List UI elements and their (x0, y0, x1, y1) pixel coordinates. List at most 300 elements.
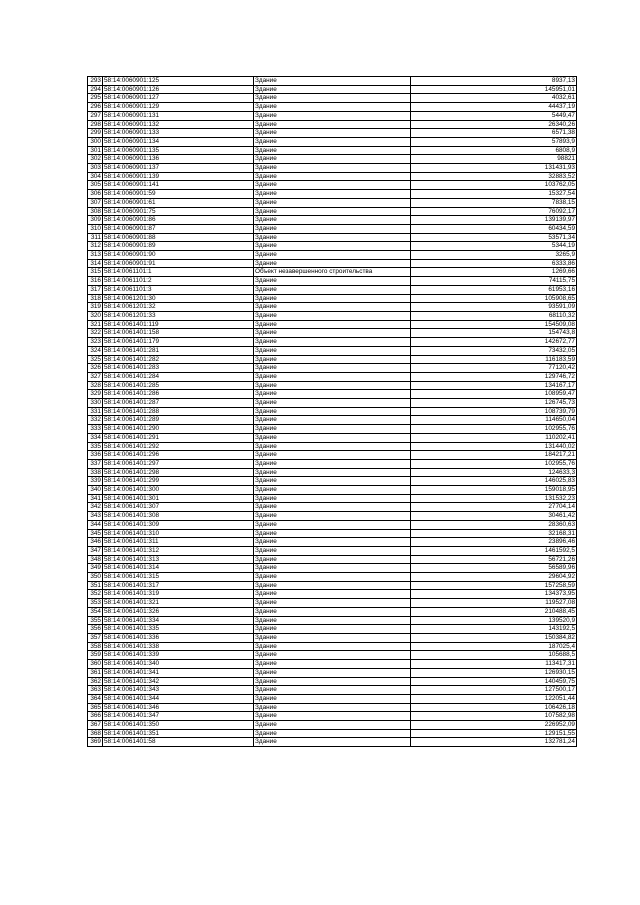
value-cell: 56721,26 (411, 555, 577, 564)
object-type-cell: Здание (254, 277, 411, 286)
value-cell: 27704,14 (411, 503, 577, 512)
object-type-cell: Здание (254, 538, 411, 547)
value-cell: 122051,44 (411, 694, 577, 703)
object-type-cell: Здание (254, 425, 411, 434)
object-type-cell: Здание (254, 251, 411, 260)
table-row (88, 599, 577, 608)
value-cell: 74115,75 (411, 277, 577, 286)
value-cell: 110202,41 (411, 433, 577, 442)
cadastral-number-cell: 58:14:0060901:125 (103, 77, 254, 86)
table-row (88, 251, 577, 260)
object-type-cell: Здание (254, 146, 411, 155)
table-row (88, 451, 577, 460)
object-type-cell: Здание (254, 442, 411, 451)
cadastral-number-cell: 58:14:0060901:137 (103, 164, 254, 173)
table-row (88, 738, 577, 747)
cadastral-number-cell: 58:14:0060901:59 (103, 190, 254, 199)
value-cell: 28360,63 (411, 520, 577, 529)
value-cell: 157258,59 (411, 581, 577, 590)
object-type-cell: Здание (254, 503, 411, 512)
object-type-cell: Здание (254, 625, 411, 634)
value-cell: 113417,31 (411, 660, 577, 669)
cadastral-number-cell: 58:14:0060901:141 (103, 181, 254, 190)
table-row (88, 538, 577, 547)
cadastral-number-cell: 58:14:0060901:129 (103, 103, 254, 112)
value-cell: 126930,15 (411, 668, 577, 677)
object-type-cell: Здание (254, 459, 411, 468)
object-type-cell: Здание (254, 294, 411, 303)
table-row (88, 607, 577, 616)
table-row (88, 303, 577, 312)
cadastral-number-cell: 58:14:0061401:312 (103, 546, 254, 555)
cadastral-number-cell: 58:14:0061101:2 (103, 277, 254, 286)
table-row (88, 120, 577, 129)
value-cell: 131440,02 (411, 442, 577, 451)
table-row (88, 329, 577, 338)
value-cell: 68110,32 (411, 311, 577, 320)
object-type-cell: Здание (254, 303, 411, 312)
row-number-cell: 365 (88, 703, 103, 712)
object-type-cell: Здание (254, 338, 411, 347)
row-number-cell: 336 (88, 451, 103, 460)
row-number-cell: 307 (88, 198, 103, 207)
object-type-cell: Здание (254, 668, 411, 677)
table-row (88, 703, 577, 712)
table-row (88, 712, 577, 721)
table-row (88, 294, 577, 303)
value-cell: 1461592,5 (411, 546, 577, 555)
cadastral-number-cell: 58:14:0060901:127 (103, 94, 254, 103)
value-cell: 56589,96 (411, 564, 577, 573)
table-row (88, 433, 577, 442)
object-type-cell: Здание (254, 738, 411, 747)
cadastral-number-cell: 58:14:0061401:308 (103, 512, 254, 521)
value-cell: 159018,95 (411, 486, 577, 495)
cadastral-number-cell: 58:14:0061401:299 (103, 477, 254, 486)
value-cell: 129746,72 (411, 372, 577, 381)
table-row (88, 355, 577, 364)
row-number-cell: 322 (88, 329, 103, 338)
row-number-cell: 327 (88, 372, 103, 381)
registry-table-body (88, 77, 577, 747)
cadastral-number-cell: 58:14:0061401:350 (103, 721, 254, 730)
row-number-cell: 368 (88, 729, 103, 738)
row-number-cell: 303 (88, 164, 103, 173)
row-number-cell: 304 (88, 172, 103, 181)
object-type-cell: Здание (254, 564, 411, 573)
value-cell: 127500,17 (411, 686, 577, 695)
table-row (88, 390, 577, 399)
value-cell: 132781,24 (411, 738, 577, 747)
object-type-cell: Здание (254, 512, 411, 521)
row-number-cell: 321 (88, 320, 103, 329)
cadastral-number-cell: 58:14:0060901:126 (103, 85, 254, 94)
object-type-cell: Здание (254, 660, 411, 669)
value-cell: 76092,17 (411, 207, 577, 216)
value-cell: 226952,09 (411, 721, 577, 730)
cadastral-number-cell: 58:14:0061401:309 (103, 520, 254, 529)
object-type-cell: Здание (254, 190, 411, 199)
cadastral-number-cell: 58:14:0061401:281 (103, 346, 254, 355)
table-row (88, 77, 577, 86)
table-row (88, 564, 577, 573)
row-number-cell: 360 (88, 660, 103, 669)
object-type-cell: Здание (254, 529, 411, 538)
table-row (88, 103, 577, 112)
cadastral-number-cell: 58:14:0061401:340 (103, 660, 254, 669)
cadastral-number-cell: 58:14:0061101:1 (103, 268, 254, 277)
value-cell: 103762,05 (411, 181, 577, 190)
cadastral-number-cell: 58:14:0061401:158 (103, 329, 254, 338)
cadastral-number-cell: 58:14:0061401:313 (103, 555, 254, 564)
value-cell: 61953,16 (411, 285, 577, 294)
cadastral-number-cell: 58:14:0060901:90 (103, 251, 254, 260)
row-number-cell: 364 (88, 694, 103, 703)
table-row (88, 721, 577, 730)
row-number-cell: 351 (88, 581, 103, 590)
row-number-cell: 350 (88, 573, 103, 582)
table-row (88, 233, 577, 242)
value-cell: 6333,86 (411, 259, 577, 268)
table-row (88, 346, 577, 355)
table-row (88, 677, 577, 686)
table-row (88, 590, 577, 599)
cadastral-registry-table (87, 76, 577, 747)
object-type-cell: Здание (254, 129, 411, 138)
table-row (88, 399, 577, 408)
row-number-cell: 311 (88, 233, 103, 242)
object-type-cell: Здание (254, 599, 411, 608)
cadastral-number-cell: 58:14:0061401:283 (103, 364, 254, 373)
row-number-cell: 302 (88, 155, 103, 164)
object-type-cell: Здание (254, 311, 411, 320)
table-row (88, 190, 577, 199)
value-cell: 1269,66 (411, 268, 577, 277)
value-cell: 77120,42 (411, 364, 577, 373)
row-number-cell: 325 (88, 355, 103, 364)
object-type-cell: Здание (254, 712, 411, 721)
value-cell: 154509,08 (411, 320, 577, 329)
cadastral-number-cell: 58:14:0061401:338 (103, 642, 254, 651)
table-row (88, 259, 577, 268)
object-type-cell: Здание (254, 494, 411, 503)
row-number-cell: 345 (88, 529, 103, 538)
value-cell: 102955,76 (411, 459, 577, 468)
cadastral-number-cell: 58:14:0061401:342 (103, 677, 254, 686)
object-type-cell: Здание (254, 390, 411, 399)
cadastral-number-cell: 58:14:0061401:301 (103, 494, 254, 503)
cadastral-number-cell: 58:14:0061401:326 (103, 607, 254, 616)
cadastral-number-cell: 58:14:0061401:282 (103, 355, 254, 364)
row-number-cell: 337 (88, 459, 103, 468)
table-row (88, 320, 577, 329)
cadastral-number-cell: 58:14:0061401:344 (103, 694, 254, 703)
row-number-cell: 331 (88, 407, 103, 416)
table-row (88, 207, 577, 216)
cadastral-number-cell: 58:14:0061101:3 (103, 285, 254, 294)
cadastral-number-cell: 58:14:0061401:311 (103, 538, 254, 547)
cadastral-number-cell: 58:14:0060901:136 (103, 155, 254, 164)
value-cell: 8937,13 (411, 77, 577, 86)
cadastral-number-cell: 58:14:0061401:351 (103, 729, 254, 738)
row-number-cell: 348 (88, 555, 103, 564)
table-row (88, 198, 577, 207)
value-cell: 124633,3 (411, 468, 577, 477)
value-cell: 134167,17 (411, 381, 577, 390)
object-type-cell: Объект незавершенного строительства (254, 268, 411, 277)
table-row (88, 625, 577, 634)
table-row (88, 616, 577, 625)
cadastral-number-cell: 58:14:0061401:287 (103, 399, 254, 408)
row-number-cell: 347 (88, 546, 103, 555)
row-number-cell: 315 (88, 268, 103, 277)
row-number-cell: 296 (88, 103, 103, 112)
table-row (88, 651, 577, 660)
cadastral-number-cell: 58:14:0060901:139 (103, 172, 254, 181)
row-number-cell: 367 (88, 721, 103, 730)
value-cell: 32168,31 (411, 529, 577, 538)
row-number-cell: 366 (88, 712, 103, 721)
cadastral-number-cell: 58:14:0061401:317 (103, 581, 254, 590)
value-cell: 134373,95 (411, 590, 577, 599)
value-cell: 106426,18 (411, 703, 577, 712)
cadastral-number-cell: 58:14:0061401:297 (103, 459, 254, 468)
cadastral-number-cell: 58:14:0061401:321 (103, 599, 254, 608)
object-type-cell: Здание (254, 607, 411, 616)
value-cell: 108959,47 (411, 390, 577, 399)
table-row (88, 242, 577, 251)
object-type-cell: Здание (254, 111, 411, 120)
table-row (88, 381, 577, 390)
cadastral-number-cell: 58:14:0060901:61 (103, 198, 254, 207)
row-number-cell: 343 (88, 512, 103, 521)
row-number-cell: 355 (88, 616, 103, 625)
row-number-cell: 354 (88, 607, 103, 616)
row-number-cell: 305 (88, 181, 103, 190)
cadastral-number-cell: 58:14:0061401:319 (103, 590, 254, 599)
object-type-cell: Здание (254, 242, 411, 251)
value-cell: 7838,15 (411, 198, 577, 207)
object-type-cell: Здание (254, 216, 411, 225)
value-cell: 98821 (411, 155, 577, 164)
cadastral-number-cell: 58:14:0061401:291 (103, 433, 254, 442)
table-row (88, 285, 577, 294)
cadastral-number-cell: 58:14:0061401:300 (103, 486, 254, 495)
value-cell: 131532,23 (411, 494, 577, 503)
object-type-cell: Здание (254, 486, 411, 495)
row-number-cell: 339 (88, 477, 103, 486)
object-type-cell: Здание (254, 224, 411, 233)
row-number-cell: 341 (88, 494, 103, 503)
row-number-cell: 316 (88, 277, 103, 286)
table-row (88, 416, 577, 425)
object-type-cell: Здание (254, 155, 411, 164)
object-type-cell: Здание (254, 120, 411, 129)
cadastral-number-cell: 58:14:0061401:314 (103, 564, 254, 573)
value-cell: 32883,52 (411, 172, 577, 181)
row-number-cell: 300 (88, 137, 103, 146)
object-type-cell: Здание (254, 677, 411, 686)
value-cell: 146025,83 (411, 477, 577, 486)
value-cell: 5344,19 (411, 242, 577, 251)
cadastral-number-cell: 58:14:0061401:339 (103, 651, 254, 660)
value-cell: 107582,98 (411, 712, 577, 721)
table-row (88, 216, 577, 225)
table-row (88, 364, 577, 373)
row-number-cell: 299 (88, 129, 103, 138)
value-cell: 4032,61 (411, 94, 577, 103)
table-row (88, 277, 577, 286)
cadastral-number-cell: 58:14:0061401:310 (103, 529, 254, 538)
row-number-cell: 301 (88, 146, 103, 155)
row-number-cell: 334 (88, 433, 103, 442)
table-row (88, 459, 577, 468)
value-cell: 126745,73 (411, 399, 577, 408)
row-number-cell: 330 (88, 399, 103, 408)
table-row (88, 529, 577, 538)
row-number-cell: 310 (88, 224, 103, 233)
cadastral-number-cell: 58:14:0061401:298 (103, 468, 254, 477)
object-type-cell: Здание (254, 181, 411, 190)
value-cell: 108739,79 (411, 407, 577, 416)
object-type-cell: Здание (254, 555, 411, 564)
object-type-cell: Здание (254, 590, 411, 599)
row-number-cell: 312 (88, 242, 103, 251)
row-number-cell: 338 (88, 468, 103, 477)
row-number-cell: 326 (88, 364, 103, 373)
table-row (88, 520, 577, 529)
row-number-cell: 308 (88, 207, 103, 216)
row-number-cell: 344 (88, 520, 103, 529)
table-row (88, 224, 577, 233)
table-row (88, 311, 577, 320)
cadastral-number-cell: 58:14:0061401:292 (103, 442, 254, 451)
value-cell: 114650,04 (411, 416, 577, 425)
table-row (88, 729, 577, 738)
row-number-cell: 342 (88, 503, 103, 512)
object-type-cell: Здание (254, 381, 411, 390)
value-cell: 154743,8 (411, 329, 577, 338)
table-row (88, 546, 577, 555)
object-type-cell: Здание (254, 651, 411, 660)
row-number-cell: 323 (88, 338, 103, 347)
object-type-cell: Здание (254, 477, 411, 486)
cadastral-number-cell: 58:14:0060901:132 (103, 120, 254, 129)
cadastral-number-cell: 58:14:0061401:284 (103, 372, 254, 381)
cadastral-number-cell: 58:14:0060901:89 (103, 242, 254, 251)
value-cell: 139520,9 (411, 616, 577, 625)
object-type-cell: Здание (254, 233, 411, 242)
table-row (88, 372, 577, 381)
table-row (88, 172, 577, 181)
cadastral-number-cell: 58:14:0060901:135 (103, 146, 254, 155)
object-type-cell: Здание (254, 729, 411, 738)
object-type-cell: Здание (254, 642, 411, 651)
row-number-cell: 314 (88, 259, 103, 268)
object-type-cell: Здание (254, 520, 411, 529)
row-number-cell: 306 (88, 190, 103, 199)
table-row (88, 146, 577, 155)
value-cell: 131431,93 (411, 164, 577, 173)
cadastral-number-cell: 58:14:0061401:286 (103, 390, 254, 399)
value-cell: 184217,21 (411, 451, 577, 460)
value-cell: 3265,9 (411, 251, 577, 260)
table-row (88, 338, 577, 347)
row-number-cell: 361 (88, 668, 103, 677)
table-row (88, 660, 577, 669)
row-number-cell: 358 (88, 642, 103, 651)
table-row (88, 486, 577, 495)
row-number-cell: 369 (88, 738, 103, 747)
object-type-cell: Здание (254, 451, 411, 460)
object-type-cell: Здание (254, 137, 411, 146)
cadastral-number-cell: 58:14:0061201:30 (103, 294, 254, 303)
cadastral-number-cell: 58:14:0061401:290 (103, 425, 254, 434)
row-number-cell: 294 (88, 85, 103, 94)
object-type-cell: Здание (254, 164, 411, 173)
row-number-cell: 320 (88, 311, 103, 320)
table-row (88, 407, 577, 416)
row-number-cell: 324 (88, 346, 103, 355)
table-row (88, 494, 577, 503)
row-number-cell: 319 (88, 303, 103, 312)
row-number-cell: 349 (88, 564, 103, 573)
table-row (88, 668, 577, 677)
cadastral-number-cell: 58:14:0061401:296 (103, 451, 254, 460)
table-row (88, 694, 577, 703)
object-type-cell: Здание (254, 573, 411, 582)
table-row (88, 164, 577, 173)
object-type-cell: Здание (254, 320, 411, 329)
cadastral-number-cell: 58:14:0061401:343 (103, 686, 254, 695)
table-row (88, 581, 577, 590)
cadastral-number-cell: 58:14:0061401:315 (103, 573, 254, 582)
row-number-cell: 352 (88, 590, 103, 599)
cadastral-number-cell: 58:14:0061201:33 (103, 311, 254, 320)
row-number-cell: 297 (88, 111, 103, 120)
cadastral-number-cell: 58:14:0060901:91 (103, 259, 254, 268)
value-cell: 139139,97 (411, 216, 577, 225)
object-type-cell: Здание (254, 364, 411, 373)
object-type-cell: Здание (254, 94, 411, 103)
value-cell: 93591,09 (411, 303, 577, 312)
value-cell: 145951,01 (411, 85, 577, 94)
object-type-cell: Здание (254, 407, 411, 416)
object-type-cell: Здание (254, 416, 411, 425)
cadastral-number-cell: 58:14:0060901:133 (103, 129, 254, 138)
row-number-cell: 317 (88, 285, 103, 294)
value-cell: 210488,45 (411, 607, 577, 616)
table-row (88, 555, 577, 564)
cadastral-number-cell: 58:14:0061401:336 (103, 634, 254, 643)
cadastral-number-cell: 58:14:0060901:88 (103, 233, 254, 242)
row-number-cell: 295 (88, 94, 103, 103)
table-row (88, 477, 577, 486)
row-number-cell: 309 (88, 216, 103, 225)
table-row (88, 85, 577, 94)
value-cell: 150384,82 (411, 634, 577, 643)
value-cell: 6808,9 (411, 146, 577, 155)
table-row (88, 573, 577, 582)
object-type-cell: Здание (254, 399, 411, 408)
object-type-cell: Здание (254, 703, 411, 712)
table-row (88, 425, 577, 434)
value-cell: 60434,59 (411, 224, 577, 233)
object-type-cell: Здание (254, 329, 411, 338)
row-number-cell: 335 (88, 442, 103, 451)
cadastral-number-cell: 58:14:0061401:179 (103, 338, 254, 347)
object-type-cell: Здание (254, 581, 411, 590)
